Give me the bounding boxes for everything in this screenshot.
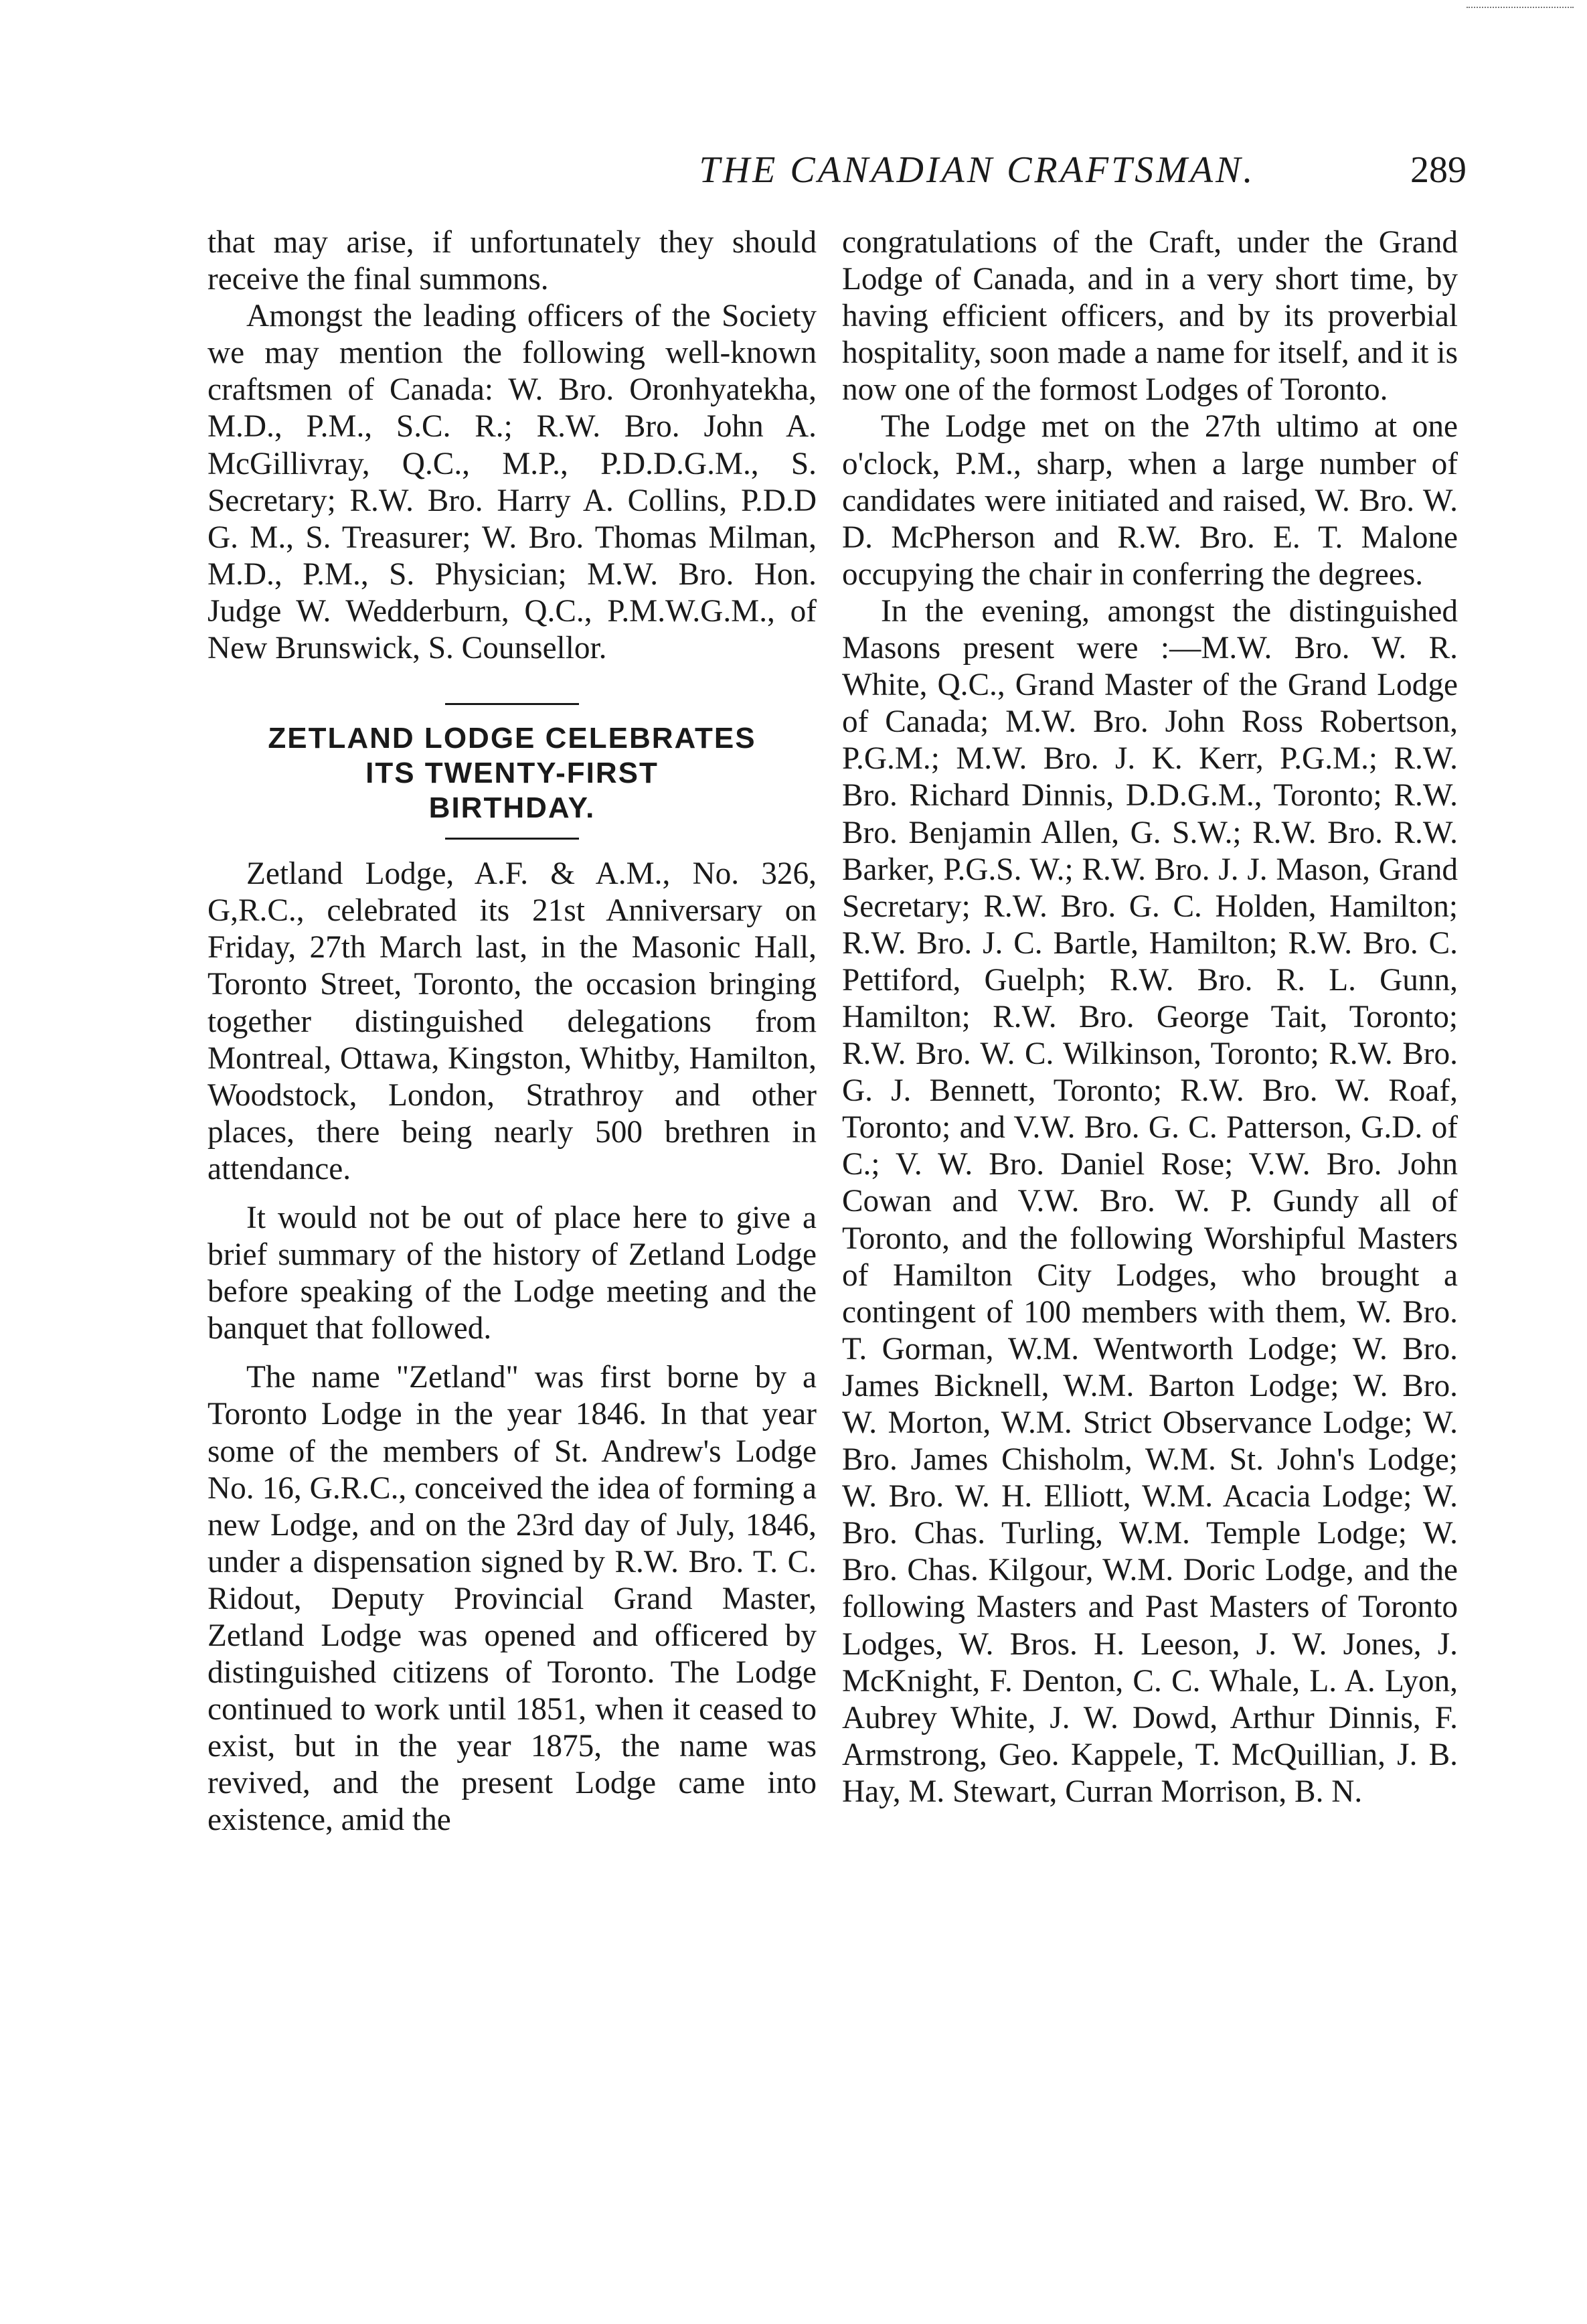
- paragraph: It would not be out of place here to give a brief summary of the history of Zetland Lodge before speaking of the Lodge meeting and the banquet that followed.: [207, 1200, 817, 1346]
- left-column: [207, 224, 817, 1839]
- paragraph: congratulations of the Craft, under the Grand Lodge of Canada, and in a very short time, by having efficient officers, and by its proverbial hospitality, soon made a name for itself, and it is now one of the formost Lodges of Toronto.: [842, 225, 1458, 408]
- right-column: [842, 224, 1458, 1810]
- headline-line: ZETLAND LODGE CELEBRATES: [268, 722, 756, 755]
- divider-rule: [445, 838, 579, 840]
- paragraph: The name "Zetland" was first borne by a Toronto Lodge in the year 1846. In that year some of the members of St. Andrew's Lodge No. 16, G.R.C., conceived the idea of forming a new Lodge, and on the 23rd day of July, 1846, under a dispensation signed by R.W. Bro. T. C. Ridout, Deputy Provincial Grand Master, Zetland Lodge was opened and officered by distinguished citizens of Toronto. The Lodge continued to work until 1851, when it ceased to exist, but in the year 1875, the name was revived, and the present Lodge came into existence, amid the: [207, 1360, 817, 1838]
- article-headline: [207, 721, 817, 826]
- divider-rule: [445, 703, 579, 705]
- scan-edge-mark: [1467, 7, 1574, 8]
- paragraph: Amongst the leading officers of the Society we may mention the following well-known craftsmen of Canada: W. Bro. Oronhyatekha, M.D., P.M., S.C. R.; R.W. Bro. John A. McGillivray, Q.C., M.P., P.D.D.G.M., S. Secretary; R.W. Bro. Harry A. Collins, P.D.D G. M., S. Treasurer; W. Bro. Thomas Milman, M.D., P.M., S. Physician; M.W. Bro. Hon. Judge W. Wedderburn, Q.C., P.M.W.G.M., of New Brunswick, S. Counsellor.: [207, 299, 817, 666]
- paragraph: Zetland Lodge, A.F. & A.M., No. 326, G,R.C., celebrated its 21st Anniversary on Friday, 27th March last, in the Masonic Hall, Toronto Street, Toronto, the occasion bringing together distinguished delegations from Montreal, Ottawa, Kingston, Whitby, Hamilton, Woodstock, London, Strathroy and other places, there being nearly 500 brethren in attendance.: [207, 856, 817, 1186]
- paragraph: The Lodge met on the 27th ultimo at one o'clock, P.M., sharp, when a large number of candidates were initiated and raised, W. Bro. W. D. McPherson and R.W. Bro. E. T. Malone occupying the chair in conferring the degrees.: [842, 409, 1458, 592]
- paragraph: In the evening, amongst the distinguished Masons present were :—M.W. Bro. W. R. White, Q.C., Grand Master of the Grand Lodge of Canada; M.W. Bro. John Ross Robertson, P.G.M.; M.W. Bro. J. K. Kerr, P.G.M.; R.W. Bro. Richard Dinnis, D.D.G.M., Toronto; R.W. Bro. Benjamin Allen, G. S.W.; R.W. Bro. R.W. Barker, P.G.S. W.; R.W. Bro. J. J. Mason, Grand Secretary; R.W. Bro. G. C. Holden, Hamilton; R.W. Bro. J. C. Bartle, Hamilton; R.W. Bro. C. Pettiford, Guelph; R.W. Bro. R. L. Gunn, Hamilton; R.W. Bro. George Tait, Toronto; R.W. Bro. W. C. Wilkinson, Toronto; R.W. Bro. G. J. Bennett, Toronto; R.W. Bro. W. Roaf, Toronto; and V.W. Bro. G. C. Patterson, G.D. of C.; V. W. Bro. Daniel Rose; V.W. Bro. John Cowan and V.W. Bro. W. P. Gundy all of Toronto, and the following Worshipful Masters of Hamilton City Lodges, who brought a contingent of 100 members with them, W. Bro. T. Gorman, W.M. Wentworth Lodge; W. Bro. James Bicknell, W.M. Barton Lodge; W. Bro. W. Morton, W.M. Strict Observance Lodge; W. Bro. James Chisholm, W.M. St. John's Lodge; W. Bro. W. H. Elliott, W.M. Acacia Lodge; W. Bro. Chas. Turling, W.M. Temple Lodge; W. Bro. Chas. Kilgour, W.M. Doric Lodge, and the following Masters and Past Masters of Toronto Lodges, W. Bros. H. Leeson, J. W. Jones, J. McKnight, F. Denton, C. C. Whale, L. A. Lyon, Aubrey White, J. W. Dowd, Arthur Dinnis, F. Armstrong, Geo. Kappele, T. McQuillian, J. B. Hay, M. Stewart, Curran Morrison, B. N.: [842, 593, 1458, 1809]
- headline-line: ITS TWENTY-FIRST: [365, 757, 659, 790]
- headline-line: BIRTHDAY.: [428, 791, 596, 825]
- paragraph: that may arise, if unfortunately they should receive the final summons.: [207, 225, 817, 297]
- page-number: 289: [1410, 149, 1467, 191]
- running-title: THE CANADIAN CRAFTSMAN.: [699, 149, 1256, 191]
